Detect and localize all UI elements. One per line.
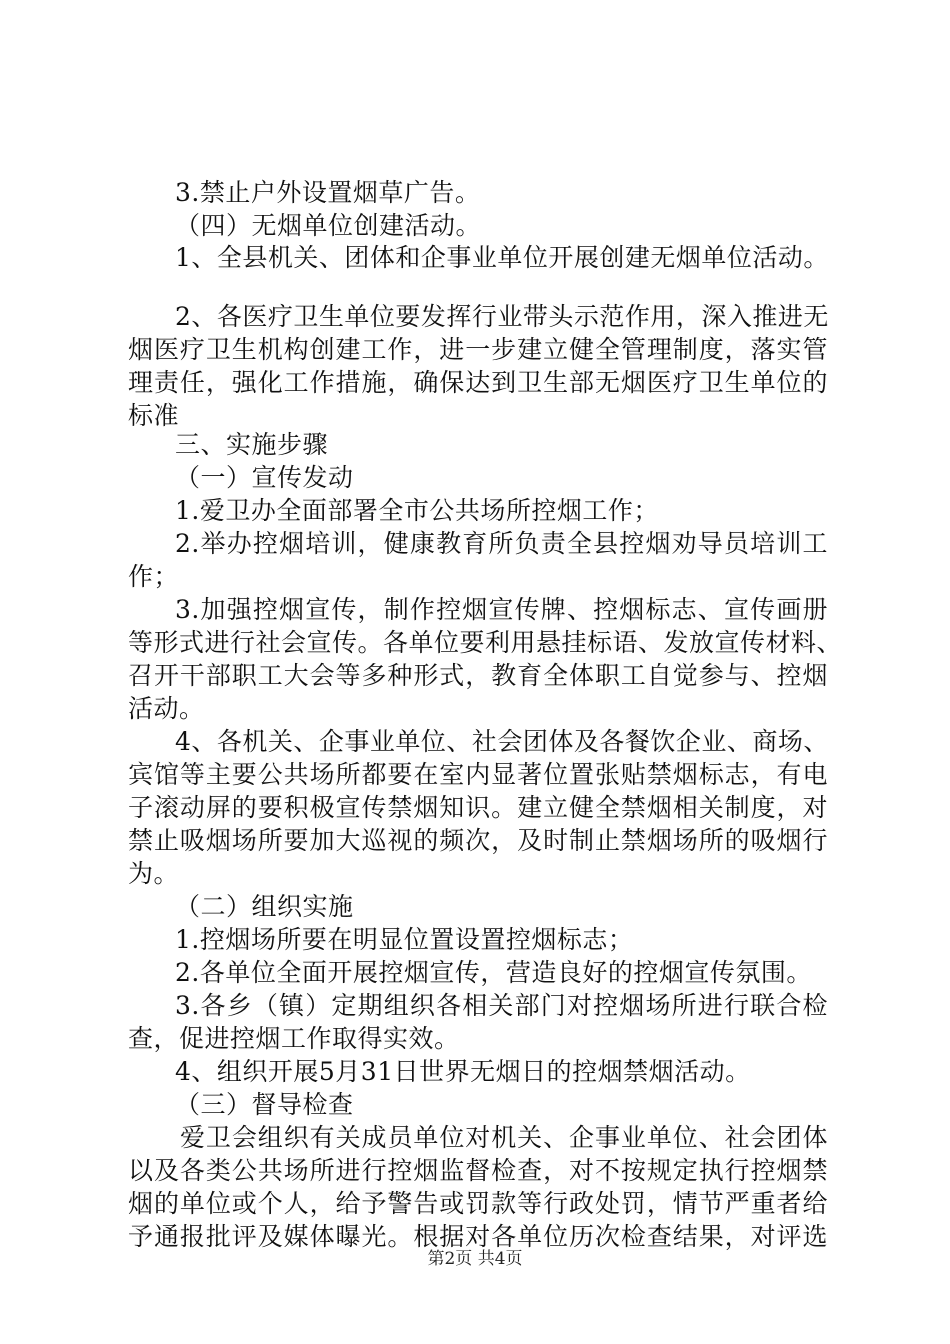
paragraph-line: 烟的单位或个人，给予警告或罚款等行政处罚，情节严重者给	[128, 1189, 828, 1218]
paragraph-line: 3.各乡（镇）定期组织各相关部门对控烟场所进行联合检	[175, 991, 828, 1020]
paragraph-line: 为。	[128, 859, 180, 888]
subsection-heading-1: （一）宣传发动	[175, 463, 354, 492]
list-item-ban-outdoor-ads: 3.禁止户外设置烟草广告。	[175, 178, 481, 207]
list-item-1: 1、全县机关、团体和企事业单位开展创建无烟单位活动。	[175, 243, 829, 272]
paragraph-line: 活动。	[128, 694, 205, 723]
section-heading-4: （四）无烟单位创建活动。	[175, 211, 482, 240]
list-item: 1.控烟场所要在明显位置设置控烟标志；	[175, 925, 634, 954]
paragraph-line: 标准	[128, 401, 180, 430]
paragraph-line: 2.举办控烟培训，健康教育所负责全县控烟劝导员培训工	[175, 529, 828, 558]
page-number-footer: 第2页 共4页	[427, 1249, 523, 1269]
section-heading-3: 三、实施步骤	[175, 430, 329, 459]
paragraph-line: 子滚动屏的要积极宣传禁烟知识。建立健全禁烟相关制度，对	[128, 793, 828, 822]
paragraph-line: 宾馆等主要公共场所都要在室内显著位置张贴禁烟标志，有电	[128, 760, 828, 789]
paragraph-line: 作；	[128, 562, 180, 591]
paragraph-line: 查，促进控烟工作取得实效。	[128, 1024, 460, 1053]
paragraph-line: 2、各医疗卫生单位要发挥行业带头示范作用，深入推进无	[175, 302, 829, 331]
paragraph-line: 烟医疗卫生机构创建工作，进一步建立健全管理制度，落实管	[128, 335, 828, 364]
paragraph-line: 理责任，强化工作措施，确保达到卫生部无烟医疗卫生单位的	[128, 368, 828, 397]
list-item: 4、组织开展5月31日世界无烟日的控烟禁烟活动。	[175, 1057, 751, 1086]
list-item: 2.各单位全面开展控烟宣传，营造良好的控烟宣传氛围。	[175, 958, 812, 987]
paragraph-line: 4、各机关、企事业单位、社会团体及各餐饮企业、商场、	[175, 727, 829, 756]
paragraph-line: 以及各类公共场所进行控烟监督检查，对不按规定执行控烟禁	[128, 1156, 828, 1185]
paragraph-line: 等形式进行社会宣传。各单位要利用悬挂标语、发放宣传材料、	[128, 628, 843, 657]
paragraph-line: 召开干部职工大会等多种形式，教育全体职工自觉参与、控烟	[128, 661, 828, 690]
list-item: 1.爱卫办全面部署全市公共场所控烟工作；	[175, 496, 659, 525]
paragraph-line: 3.加强控烟宣传，制作控烟宣传牌、控烟标志、宣传画册	[175, 595, 828, 624]
paragraph-line: 予通报批评及媒体曝光。根据对各单位历次检查结果，对评选	[128, 1222, 828, 1251]
subsection-heading-2: （二）组织实施	[175, 892, 354, 921]
paragraph-line: 爱卫会组织有关成员单位对机关、企事业单位、社会团体	[180, 1123, 828, 1152]
subsection-heading-3: （三）督导检查	[175, 1090, 354, 1119]
paragraph-line: 禁止吸烟场所要加大巡视的频次，及时制止禁烟场所的吸烟行	[128, 826, 828, 855]
